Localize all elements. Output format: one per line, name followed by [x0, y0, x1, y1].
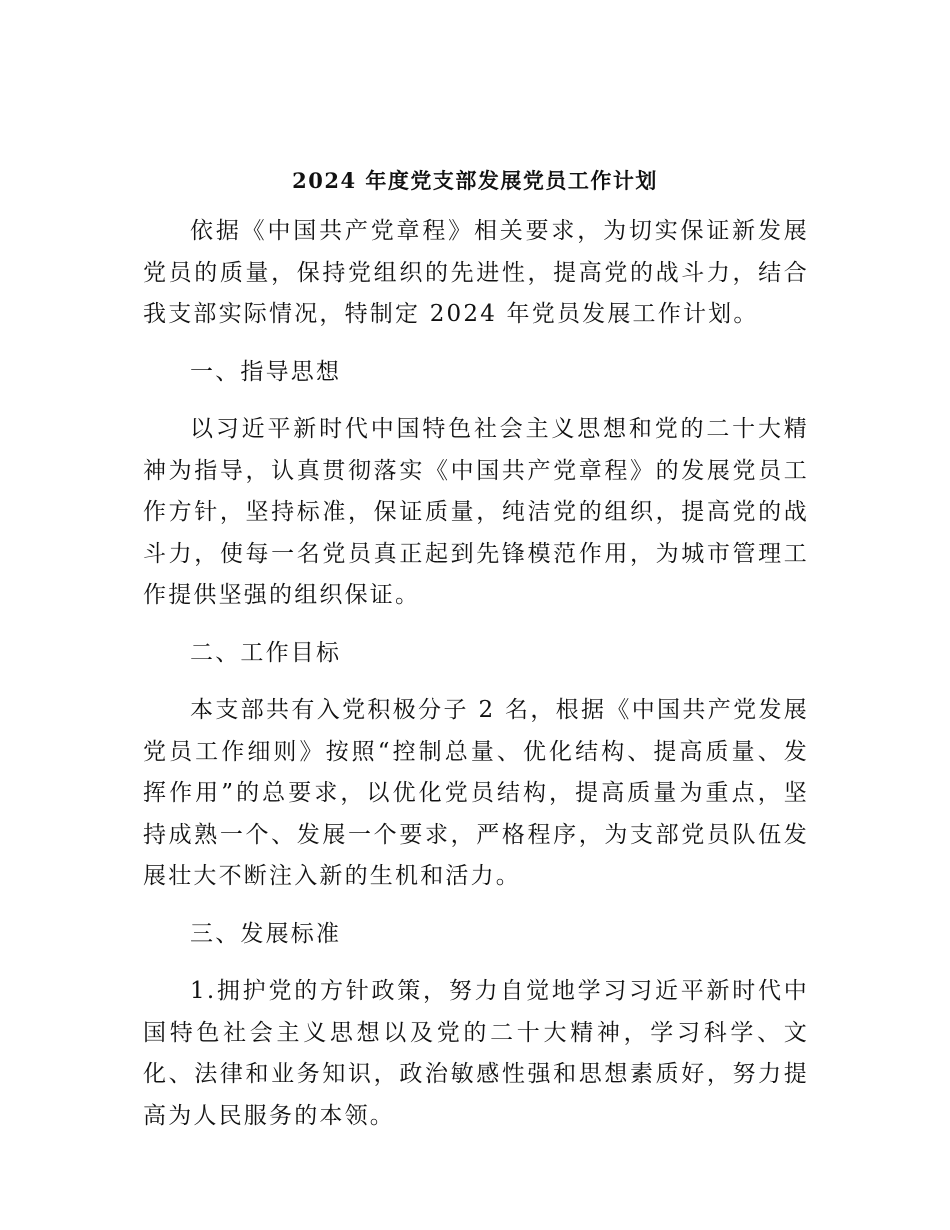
- intro-paragraph: 依据《中国共产党章程》相关要求，为切实保证新发展党员的质量，保持党组织的先进性，提高党的战斗力，结合我支部实际情况，特制定 2024 年党员发展工作计划。: [143, 218, 809, 327]
- section-paragraph-development-standards-1: 1.拥护党的方针政策，努力自觉地学习习近平新时代中国特色社会主义思想以及党的二十大精神，学习科学、文化、法律和业务知识，政治敏感性强和思想素质好，努力提高为人民服务的本领。: [143, 978, 809, 1129]
- document-title: 2024 年度党支部发展党员工作计划: [292, 168, 658, 193]
- section-heading-guiding-ideology: 一、指导思想: [190, 358, 342, 385]
- section-heading-work-goals: 二、工作目标: [190, 639, 342, 666]
- section-paragraph-guiding-ideology: 以习近平新时代中国特色社会主义思想和党的二十大精神为指导，认真贯彻落实《中国共产党章程》的发展党员工作方针，坚持标准，保证质量，纯洁党的组织，提高党的战斗力，使每一名党员真正起到先锋模范作用，为城市管理工作提供坚强的组织保证。: [143, 416, 809, 608]
- section-paragraph-work-goals: 本支部共有入党积极分子 2 名，根据《中国共产党发展党员工作细则》按照“控制总量、优化结构、提高质量、发挥作用”的总要求，以优化党员结构，提高质量为重点，坚持成熟一个、发展一个要求，严格程序，为支部党员队伍发展壮大不断注入新的生机和活力。: [143, 697, 809, 889]
- section-heading-development-standards: 三、发展标准: [190, 920, 342, 947]
- document-body: [143, 211, 809, 1137]
